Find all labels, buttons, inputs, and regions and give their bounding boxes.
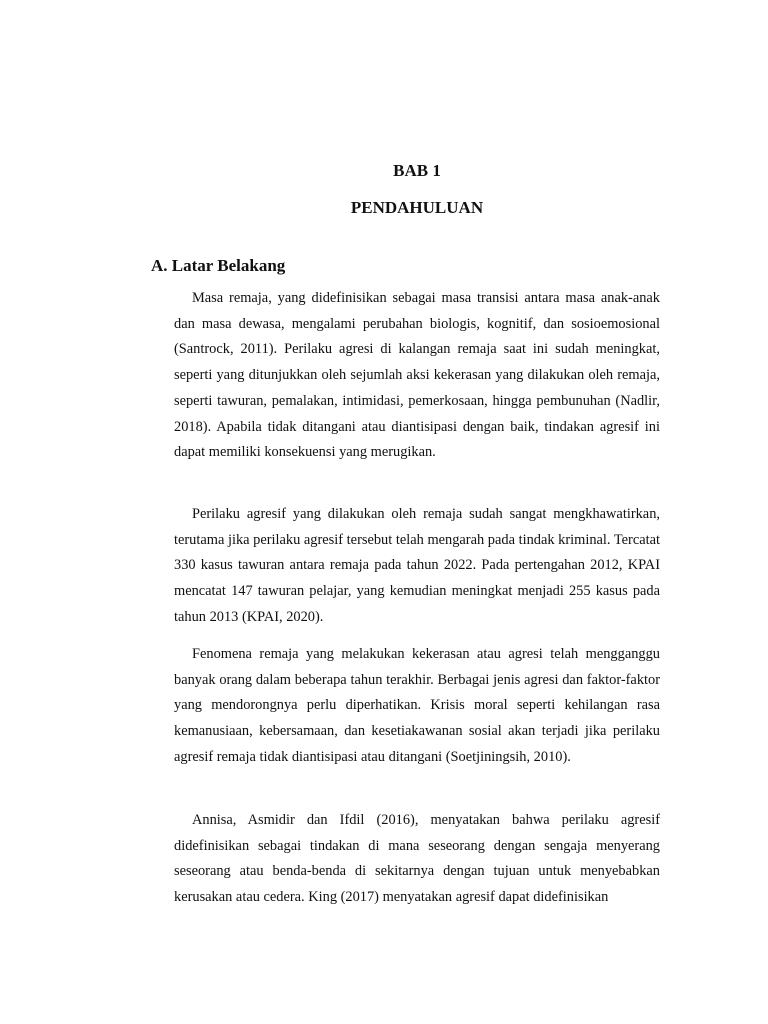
chapter-title: PENDAHULUAN: [350, 198, 484, 217]
paragraph-3: Fenomena remaja yang melakukan kekerasan atau agresi telah mengganggu banyak orang dalam beberapa tahun terakhir. Berbagai jenis agresi dan faktor-faktor yang mendorongnya perlu diperhatikan. Krisis moral seperti kehilangan rasa kemanusiaan, kebersamaan, dan kesetiakawanan sosial akan terjadi jika perilaku agresif remaja tidak diantisipasi atau ditangani (Soetjiningsih, 2010).: [174, 646, 660, 765]
paragraph-4: Annisa, Asmidir dan Ifdil (2016), menyatakan bahwa perilaku agresif didefinisikan sebagai tindakan di mana seseorang dengan sengaja menyerang seseorang atau benda-benda di sekitarnya dengan tujuan untuk menyebabkan kerusakan atau cedera. King (2017) menyatakan agresif dapat didefinisikan: [174, 812, 660, 906]
chapter-number: BAB 1: [393, 161, 441, 180]
section-heading: A. Latar Belakang: [151, 256, 286, 275]
paragraph-2: Perilaku agresif yang dilakukan oleh remaja sudah sangat mengkhawatirkan, terutama jika perilaku agresif tersebut telah mengarah pada tindak kriminal. Tercatat 330 kasus tawuran antara remaja pada tahun 2022. Pada pertengahan 2012, KPAI mencatat 147 tawuran pelajar, yang kemudian meningkat menjadi 255 kasus pada tahun 2013 (KPAI, 2020).: [174, 506, 660, 625]
paragraph-1: Masa remaja, yang didefinisikan sebagai masa transisi antara masa anak-anak dan masa dewasa, mengalami perubahan biologis, kognitif, dan sosioemosional (Santrock, 2011). Perilaku agresi di kalangan remaja saat ini sudah meningkat, seperti yang ditunjukkan oleh sejumlah aksi kekerasan yang dilakukan oleh remaja, seperti tawuran, pemalakan, intimidasi, pemerkosaan, hingga pembunuhan (Nadlir, 2018). Apabila tidak ditangani atau diantisipasi dengan baik, tindakan agresif ini dapat memiliki konsekuensi yang merugikan.: [174, 290, 660, 461]
